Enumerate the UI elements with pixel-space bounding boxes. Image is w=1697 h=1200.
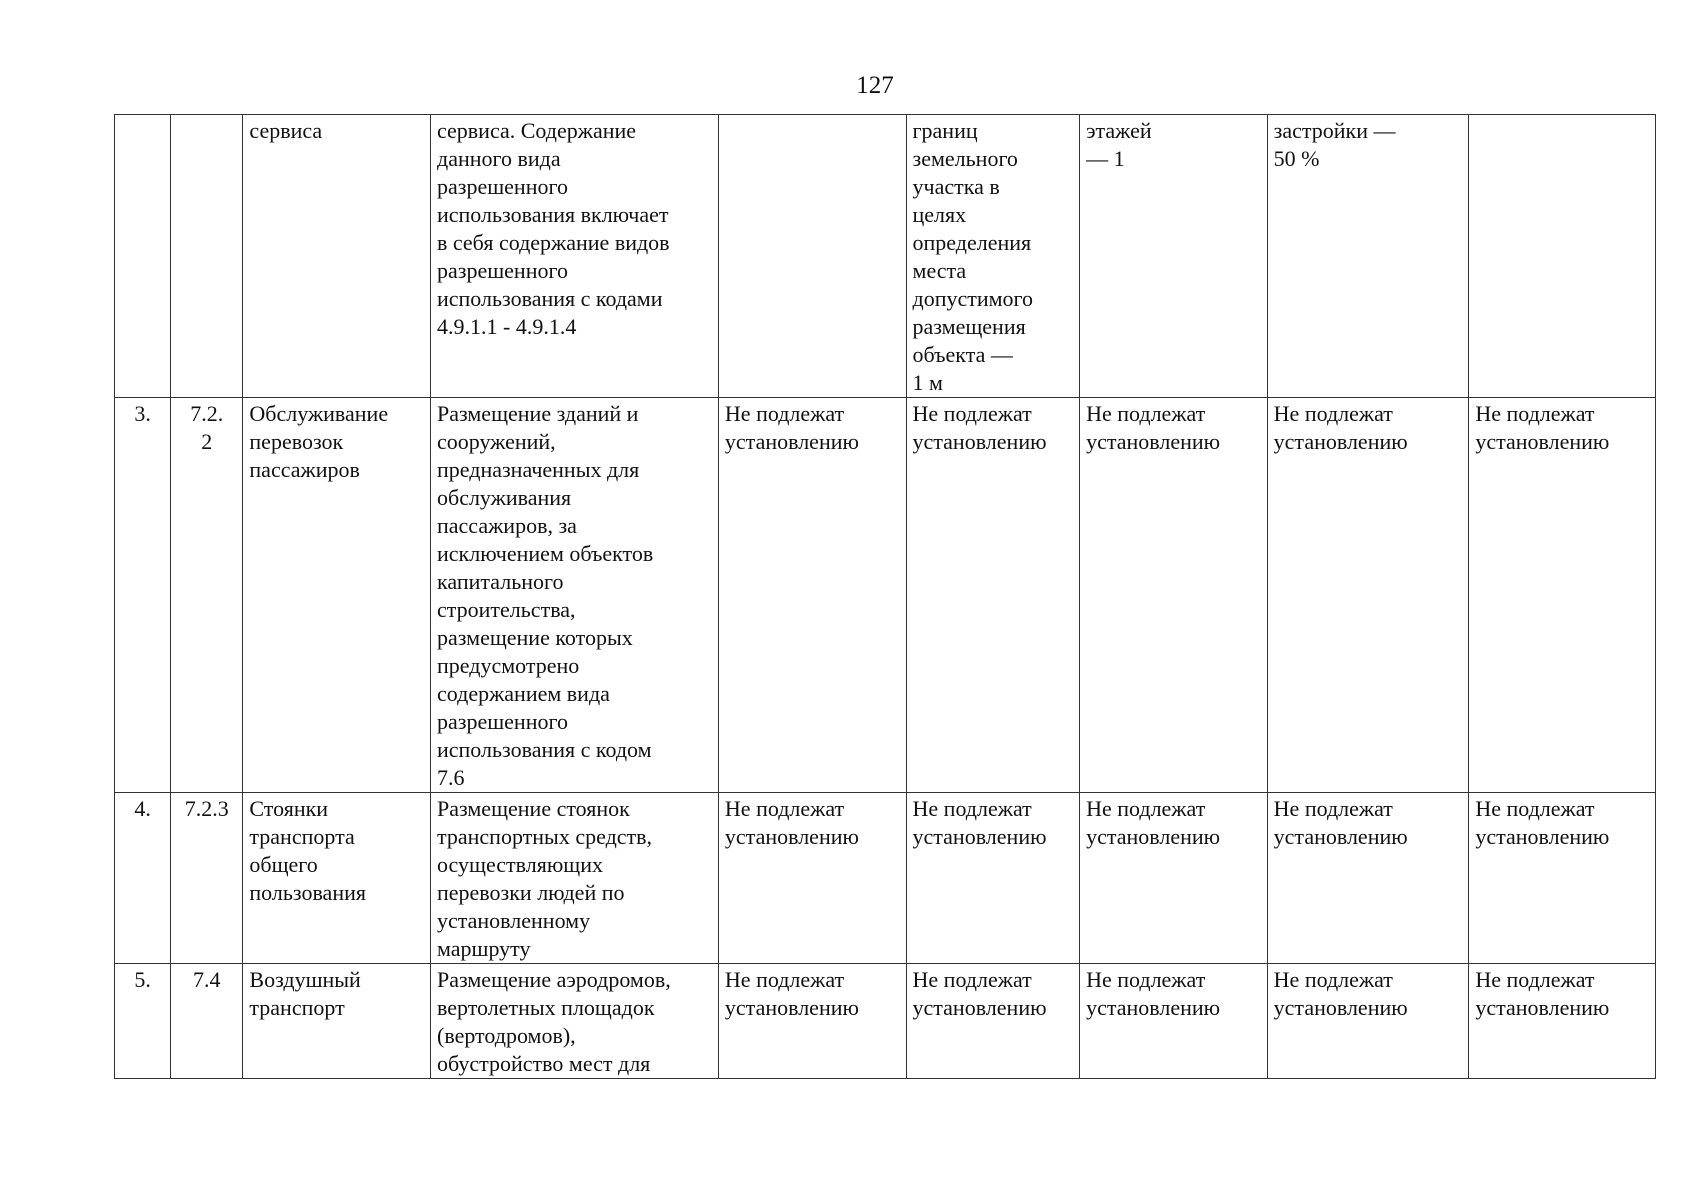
parameter-cell-5	[1469, 115, 1656, 398]
page-number: 127	[856, 72, 894, 99]
use-name-cell	[243, 115, 431, 398]
row-number-cell	[115, 964, 171, 1079]
parameter-cell-4	[1267, 793, 1469, 964]
cell-text: Размещение стоянок транспортных средств, осуществляющих перевозки людей по установленному маршруту	[437, 796, 653, 961]
parameter-cell-2	[906, 115, 1080, 398]
parameter-cell-3	[1080, 793, 1268, 964]
table-row	[115, 793, 1656, 964]
cell-text: 3.	[134, 401, 151, 426]
parameter-cell-2	[906, 398, 1080, 793]
cell-text: Не подлежат установлению	[1086, 796, 1221, 849]
cell-text: Не подлежат установлению	[912, 796, 1047, 849]
use-description-cell	[431, 398, 719, 793]
row-number-cell	[115, 793, 171, 964]
parameter-cell-3	[1080, 115, 1268, 398]
regulations-table	[114, 114, 1656, 1079]
parameter-cell-1	[718, 398, 906, 793]
cell-text: Не подлежат установлению	[1475, 796, 1610, 849]
use-description-cell	[431, 793, 719, 964]
parameter-cell-1	[718, 793, 906, 964]
use-name-cell	[243, 964, 431, 1079]
use-description-cell	[431, 115, 719, 398]
cell-text: Не подлежат установлению	[1475, 401, 1610, 454]
cell-text: Воздушный транспорт	[249, 967, 361, 1020]
parameter-cell-4	[1267, 398, 1469, 793]
cell-text: Не подлежат установлению	[912, 401, 1047, 454]
cell-text: Обслуживание перевозок пассажиров	[249, 401, 389, 482]
use-code-cell	[171, 115, 243, 398]
row-number-cell	[115, 398, 171, 793]
parameter-cell-5	[1469, 964, 1656, 1079]
cell-text: Не подлежат установлению	[1273, 401, 1408, 454]
parameter-cell-4	[1267, 964, 1469, 1079]
table-row	[115, 398, 1656, 793]
parameter-cell-5	[1469, 398, 1656, 793]
cell-text: Размещение зданий и сооружений, предназначенных для обслуживания пассажиров, за исключением объектов капитального строительства, размещение которых предусмотрено содержанием вида разрешенного использования с кодом 7.6	[437, 401, 654, 790]
cell-text: 7.2.3	[184, 796, 229, 821]
cell-text: Не подлежат установлению	[912, 967, 1047, 1020]
cell-text: 7.4	[193, 967, 221, 992]
row-number-cell	[115, 115, 171, 398]
table-row	[115, 115, 1656, 398]
use-code-cell	[171, 793, 243, 964]
cell-text: Не подлежат установлению	[1086, 401, 1221, 454]
use-code-cell	[171, 398, 243, 793]
cell-text: 5.	[134, 967, 151, 992]
cell-text: границ земельного участка в целях определения места допустимого размещения объекта — 1 м	[912, 118, 1034, 395]
cell-text: сервиса. Содержание данного вида разрешенного использования включает в себя содержание видов разрешенного использования с кодами 4.9.1.1 - 4.9.1.4	[437, 118, 670, 339]
use-code-cell	[171, 964, 243, 1079]
cell-text: Размещение аэродромов, вертолетных площадок (вертодромов), обустройство мест для	[437, 967, 671, 1076]
cell-text: этажей — 1	[1086, 118, 1152, 171]
cell-text: Не подлежат установлению	[1273, 796, 1408, 849]
cell-text: Не подлежат установлению	[1273, 967, 1408, 1020]
cell-text: сервиса	[249, 118, 323, 143]
use-name-cell	[243, 793, 431, 964]
parameter-cell-5	[1469, 793, 1656, 964]
cell-text: 7.2. 2	[190, 401, 224, 454]
use-name-cell	[243, 398, 431, 793]
cell-text: 4.	[134, 796, 151, 821]
cell-text: Не подлежат установлению	[724, 401, 859, 454]
cell-text: Не подлежат установлению	[724, 796, 859, 849]
parameter-cell-2	[906, 793, 1080, 964]
use-description-cell	[431, 964, 719, 1079]
parameter-cell-3	[1080, 398, 1268, 793]
cell-text: Не подлежат установлению	[1086, 967, 1221, 1020]
parameter-cell-1	[718, 115, 906, 398]
parameter-cell-1	[718, 964, 906, 1079]
parameter-cell-3	[1080, 964, 1268, 1079]
parameter-cell-4	[1267, 115, 1469, 398]
cell-text: Стоянки транспорта общего пользования	[249, 796, 366, 905]
table-row	[115, 964, 1656, 1079]
cell-text: Не подлежат установлению	[724, 967, 859, 1020]
cell-text: Не подлежат установлению	[1475, 967, 1610, 1020]
parameter-cell-2	[906, 964, 1080, 1079]
cell-text: застройки — 50 %	[1273, 118, 1396, 171]
